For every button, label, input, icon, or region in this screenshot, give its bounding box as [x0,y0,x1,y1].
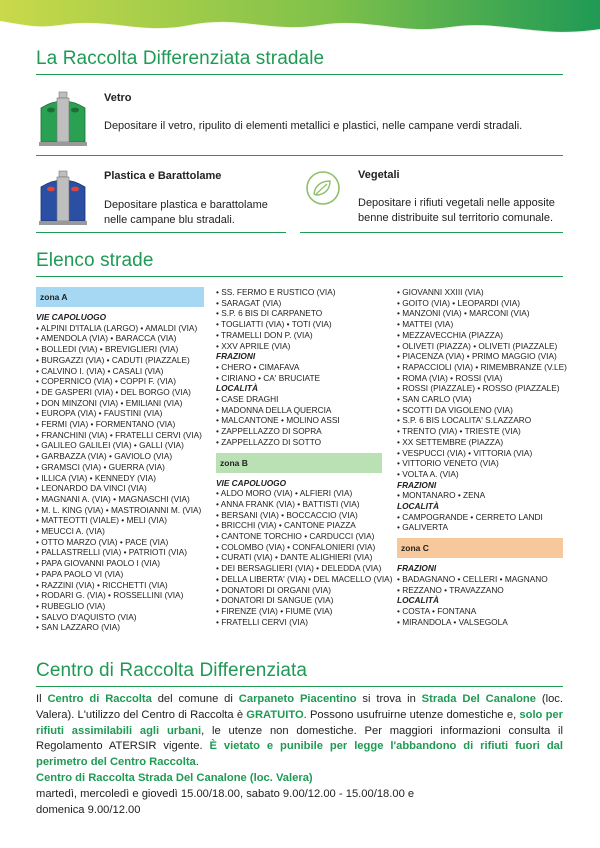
green-bell-bin-icon [37,90,89,148]
centro-text-8: GRATUITO [246,708,304,721]
centro-title: Centro di Raccolta Differenziata [36,660,308,681]
street-list-item: • FRANCHINI (VIA) • FRATELLI CERVI (VIA) [36,429,202,440]
street-list-item: • PAPA PAOLO VI (VIA) [36,568,124,579]
centro-hours: martedì, mercoledì e giovedì 15.00/18.00, sabato 9.00/12.00 - 15.00/18.00 e domenica 9.00/12.00 [36,788,415,816]
vegetali-title: Vegetali [358,169,400,181]
elenco-title: Elenco strade [36,250,154,271]
street-list-item: • GOITO (VIA) • LEOPARDI (VIA) [397,297,521,308]
centro-address: Centro di Raccolta Strada Del Canalone (loc. Valera) [36,772,313,784]
street-list-item: • RAPACCIOLI (VIA) • RIMEMBRANZE (V.LE) [397,361,567,372]
street-list-item: • EUROPA (VIA) • FAUSTINI (VIA) [36,408,163,419]
street-list-item: • AMENDOLA (VIA) • BARACCA (VIA) [36,333,177,344]
street-list-item: • ROSSI (PIAZZALE) • ROSSO (PIAZZALE) [397,383,560,394]
street-list-item: • BOLLEDI (VIA) • BREVIGLIERI (VIA) [36,344,179,355]
centro-text-9: . Possono usufruirne utenze domestiche e, [303,708,520,721]
raccolta-title-rule [36,74,563,75]
street-list-item: • MANZONI (VIA) • MARCONI (VIA) [397,308,530,319]
centro-text-1: Il [36,693,48,705]
street-list-item: • LEONARDO DA VINCI (VIA) [36,483,147,494]
centro-text-11: , le utenze non domestiche. Per maggiori informazioni consulta il Regolamento ATERSIR vigente. [36,724,563,753]
street-list-item: • XX SETTEMBRE (PIAZZA) [397,436,504,447]
street-list-item: • SS. FERMO E RUSTICO (VIA) [216,287,336,297]
street-list-item: • M. L. KING (VIA) • MASTROIANNI M. (VIA) [36,504,202,515]
street-list-item: • DELLA LIBERTA' (VIA) • DEL MACELLO (VIA) [216,573,393,584]
street-list-item: • ZAPPELLAZZO DI SOTTO [216,436,322,447]
centro-text-10: solo per rifiuti assimilabili agli urbani [36,708,563,737]
street-list-item: • CIRIANO • CA' BRUCIATE [216,372,321,383]
street-list-item: • VITTORIO VENETO (VIA) [397,458,499,469]
street-list-item: • ANNA FRANK (VIA) • BATTISTI (VIA) [216,498,360,509]
street-list-item: • PAPA GIOVANNI PAOLO I (VIA) [36,558,161,569]
street-column-2 [216,287,393,627]
plastica-rule [36,232,286,233]
street-list-item: • RUBEGLIO (VIA) [36,600,106,611]
street-list-item: • CURATI (VIA) • DANTE ALIGHIERI (VIA) [216,552,373,563]
street-list-item: • RODARI G. (VIA) • ROSSELLINI (VIA) [36,590,184,601]
street-list-item: • DONATORI DI ORGANI (VIA) [216,584,332,595]
street-list-item: • S.P. 6 BIS DI CARPANETO [216,308,323,319]
zone-c-header: zona C [397,538,563,558]
street-list-item: • BURGAZZI (VIA) • CADUTI (PIAZZALE) [36,354,190,365]
vegetali-text: Depositare i rifiuti vegetali nelle apposite benne distribuite sul territorio comunale. [358,197,555,224]
plastica-text: Depositare plastica e barattolame nelle campane blu stradali. [104,199,268,226]
street-list-item: • BRICCHI (VIA) • CANTONE PIAZZA [216,520,356,531]
street-list-item: • TRENTO (VIA) • TRIESTE (VIA) [397,426,521,437]
centro-title-rule [36,686,563,687]
street-list-item: • CALVINO I. (VIA) • CASALI (VIA) [36,365,164,376]
centro-text-3: del comune di [151,693,239,705]
blue-bell-bin-icon [37,169,89,227]
street-list-item: • DE GASPERI (VIA) • DEL BORGO (VIA) [36,386,191,397]
street-list-item: • COPERNICO (VIA) • COPPI F. (VIA) [36,376,176,387]
street-list-item: • ZAPPELLAZZO DI SOPRA [216,426,322,437]
street-list-item: • MATTEOTTI (VIALE) • MELI (VIA) [36,515,168,526]
header-wave [0,0,600,40]
centro-text-12: È vietato e punibile per legge l'abbandono di rifiuti fuori dal perimetro del Centro Raccolta [36,740,564,769]
street-group-heading: LOCALITÀ [397,595,439,606]
street-list-item: • FIRENZE (VIA) • FIUME (VIA) [216,605,333,616]
street-list-item: • BERSANI (VIA) • BOCCACCIO (VIA) [216,509,358,520]
street-list-item: • MATTEI (VIA) [397,319,454,330]
street-list-item: • OLIVETI (PIAZZA) • OLIVETI (PIAZZALE) [397,340,558,351]
street-column-3 [397,287,567,627]
street-group-heading: LOCALITÀ [216,383,258,394]
plastica-title: Plastica e Barattolame [104,170,222,182]
street-list-item: • REZZANO • TRAVAZZANO [397,584,504,595]
street-list-item: • CAMPOGRANDE • CERRETO LANDI [397,511,543,522]
street-list-item: • SCOTTI DA VIGOLENO (VIA) [397,404,513,415]
street-group-heading: VIE CAPOLUOGO [216,477,287,488]
street-group-heading: FRAZIONI [397,563,437,574]
street-column-1 [36,287,204,633]
vegetali-rule [300,232,563,233]
street-list-item: • BADAGNANO • CELLERI • MAGNANO [397,573,548,584]
street-list-item: • GALIVERTA [397,522,449,533]
street-list-item: • MADONNA DELLA QUERCIA [216,404,332,415]
vetro-title: Vetro [104,92,132,104]
raccolta-title: La Raccolta Differenziata stradale [36,48,325,69]
elenco-title-rule [36,276,563,277]
street-list-item: • CASE DRAGHI [216,394,279,405]
street-list-item: • ROMA (VIA) • ROSSI (VIA) [397,372,503,383]
leaf-icon [305,170,341,206]
street-list-item: • MIRANDOLA • VALSEGOLA [397,616,508,627]
street-list-item: • DONATORI DI SANGUE (VIA) [216,595,334,606]
centro-text-7: (loc. Valera). L'utilizzo del Centro di Raccolta è [36,693,564,721]
street-list-item: • DON MINZONI (VIA) • EMILIANI (VIA) [36,397,183,408]
centro-text-5: si trova in [356,693,422,705]
street-list-item: • GIOVANNI XXIII (VIA) [397,287,484,297]
street-list-item: • COSTA • FONTANA [397,605,477,616]
street-list-item: • TRAMELLI DON P. (VIA) [216,329,313,340]
street-list-item: • VOLTA A. (VIA) [397,468,459,479]
centro-paragraph [36,692,563,771]
street-list-item: • FERMI (VIA) • FORMENTANO (VIA) [36,419,176,430]
street-list-item: • VESPUCCI (VIA) • VITTORIA (VIA) [397,447,533,458]
centro-text-13: . [195,756,199,769]
street-list-item: • PIACENZA (VIA) • PRIMO MAGGIO (VIA) [397,351,557,362]
street-list-item: • PALLASTRELLI (VIA) • PATRIOTI (VIA) [36,547,188,558]
street-list-item: • ILLICA (VIA) • KENNEDY (VIA) [36,472,157,483]
street-list-item: • ALPINI D'ITALIA (LARGO) • AMALDI (VIA) [36,322,198,333]
street-list-item: • ALDO MORO (VIA) • ALFIERI (VIA) [216,488,353,499]
vetro-rule [36,155,563,156]
street-group-heading: FRAZIONI [216,351,256,362]
street-list-item: • MONTANARO • ZENA [397,490,486,501]
centro-text-6: Strada Del Canalone [421,693,536,705]
street-list-item: • GARBAZZA (VIA) • GAVIOLO (VIA) [36,451,173,462]
street-list-item: • COLOMBO (VIA) • CONFALONIERI (VIA) [216,541,376,552]
street-group-heading: LOCALITÀ [397,501,439,512]
street-list-item: • S.P. 6 BIS LOCALITA' S.LAZZARO [397,415,532,426]
street-list-item: • SARAGAT (VIA) [216,297,282,308]
street-group-heading: FRAZIONI [397,479,437,490]
street-list-item: • OTTO MARZO (VIA) • PACE (VIA) [36,536,169,547]
street-list-item: • TOGLIATTI (VIA) • TOTI (VIA) [216,319,332,330]
street-list-item: • SAN LAZZARO (VIA) [36,622,121,633]
street-list-item: • FRATELLI CERVI (VIA) [216,616,309,627]
street-group-heading: VIE CAPOLUOGO [36,312,107,322]
street-list-item: • MALCANTONE • MOLINO ASSI [216,415,340,426]
street-list-item: • SALVO D'AQUISTO (VIA) [36,611,137,622]
street-list-item: • XXV APRILE (VIA) [216,340,291,351]
street-list-item: • CANTONE TORCHIO • CARDUCCI (VIA) [216,531,375,542]
street-list-item: • CHERO • CIMAFAVA [216,361,300,372]
street-list-item: • MEZZAVECCHIA (PIAZZA) [397,329,504,340]
street-list-item: • GALILEO GALILEI (VIA) • GALLI (VIA) [36,440,184,451]
street-list-item: • RAZZINI (VIA) • RICCHETTI (VIA) [36,579,168,590]
centro-text-2: Centro di Raccolta [47,693,152,705]
street-list-item: • DEI BERSAGLIERI (VIA) • DELEDDA (VIA) [216,563,382,574]
vetro-text: Depositare il vetro, ripulito di elementi metallici e plastici, nelle campane verdi stradali. [104,120,523,132]
street-list-item: • MAGNANI A. (VIA) • MAGNASCHI (VIA) [36,493,190,504]
centro-text-4: Carpaneto Piacentino [238,693,357,705]
street-list-item: • SAN CARLO (VIA) [397,394,472,405]
zone-b-header: zona B [216,453,382,473]
street-list-item: • GRAMSCI (VIA) • GUERRA (VIA) [36,461,165,472]
zone-a-header: zona A [36,287,204,307]
street-list-item: • MEUCCI A. (VIA) [36,526,105,537]
